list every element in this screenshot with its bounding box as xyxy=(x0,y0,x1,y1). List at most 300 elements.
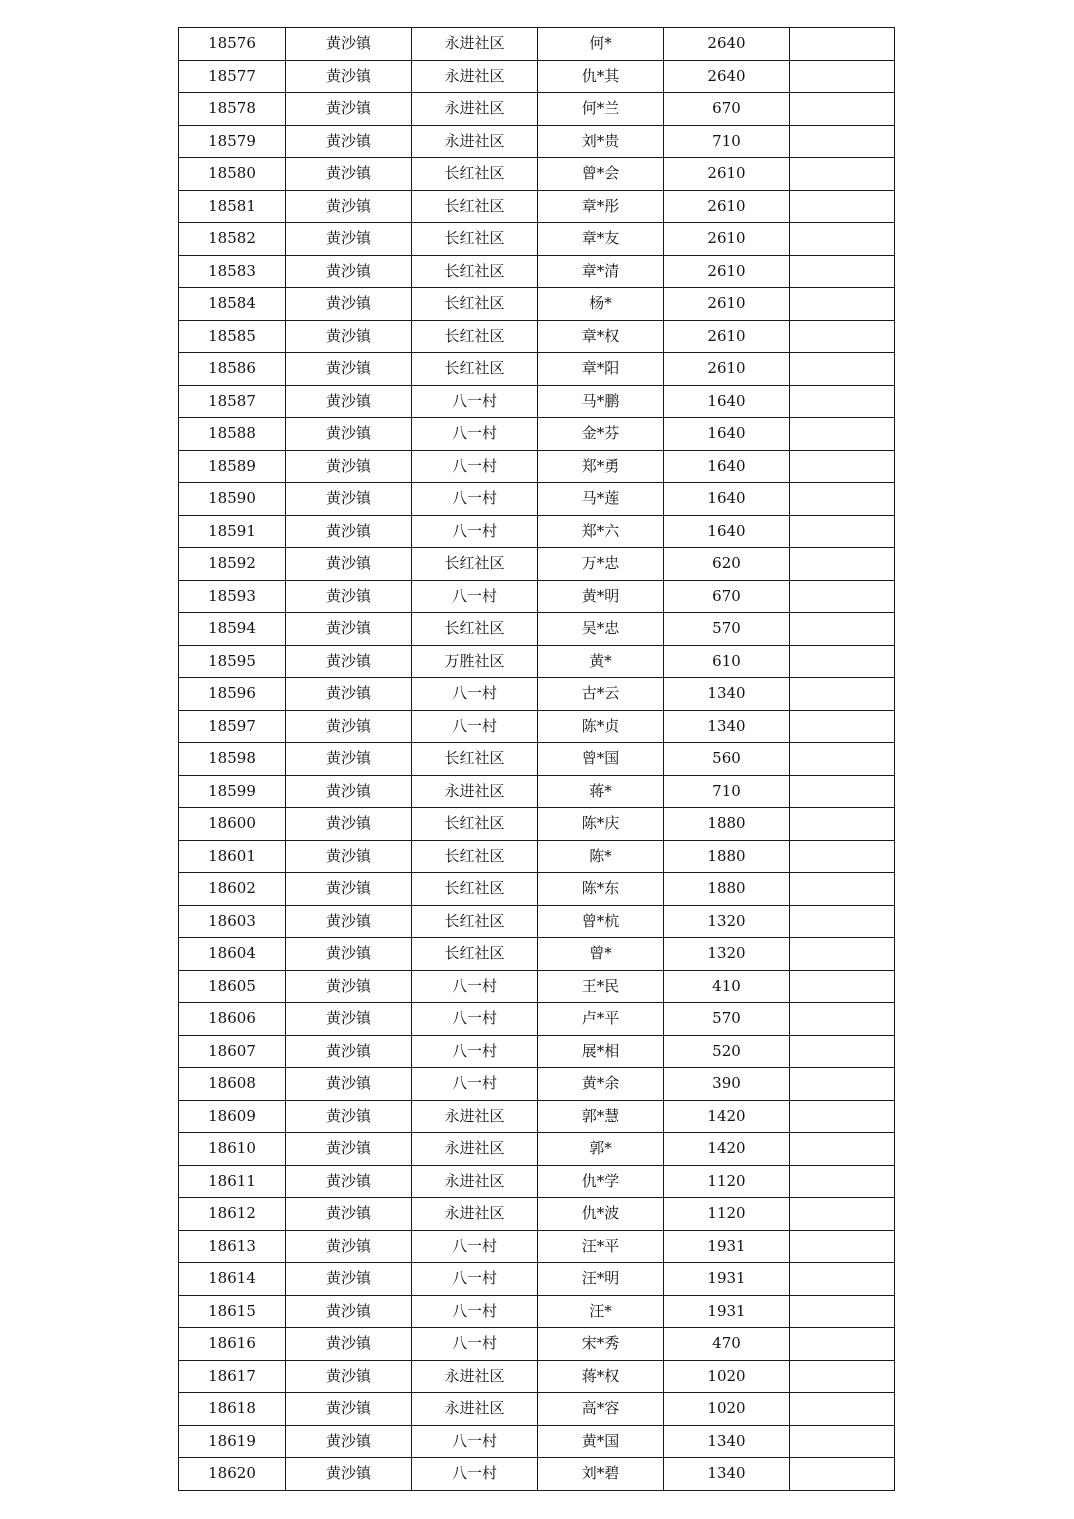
cell-note xyxy=(790,1165,895,1198)
cell-serial-number: 18600 xyxy=(179,808,286,841)
cell-village: 长红社区 xyxy=(412,548,538,581)
table-row xyxy=(179,548,895,581)
cell-name: 刘*贵 xyxy=(538,125,664,158)
cell-note xyxy=(790,1360,895,1393)
cell-village: 八一村 xyxy=(412,450,538,483)
cell-amount: 610 xyxy=(664,645,790,678)
cell-village: 长红社区 xyxy=(412,808,538,841)
cell-serial-number: 18591 xyxy=(179,515,286,548)
cell-town: 黄沙镇 xyxy=(286,938,412,971)
cell-village: 永进社区 xyxy=(412,28,538,61)
cell-serial-number: 18590 xyxy=(179,483,286,516)
cell-note xyxy=(790,873,895,906)
cell-name: 展*相 xyxy=(538,1035,664,1068)
cell-amount: 1420 xyxy=(664,1133,790,1166)
cell-name: 何* xyxy=(538,28,664,61)
table-row xyxy=(179,1393,895,1426)
cell-town: 黄沙镇 xyxy=(286,970,412,1003)
cell-amount: 1640 xyxy=(664,385,790,418)
cell-serial-number: 18604 xyxy=(179,938,286,971)
cell-name: 宋*秀 xyxy=(538,1328,664,1361)
cell-note xyxy=(790,28,895,61)
cell-serial-number: 18584 xyxy=(179,288,286,321)
cell-note xyxy=(790,580,895,613)
table-row xyxy=(179,288,895,321)
cell-amount: 1640 xyxy=(664,483,790,516)
cell-name: 刘*碧 xyxy=(538,1458,664,1491)
table-row xyxy=(179,645,895,678)
cell-amount: 1640 xyxy=(664,418,790,451)
table-row xyxy=(179,613,895,646)
table-row xyxy=(179,1068,895,1101)
cell-serial-number: 18620 xyxy=(179,1458,286,1491)
cell-village: 永进社区 xyxy=(412,1100,538,1133)
cell-amount: 2610 xyxy=(664,223,790,256)
cell-serial-number: 18603 xyxy=(179,905,286,938)
cell-village: 永进社区 xyxy=(412,1165,538,1198)
cell-town: 黄沙镇 xyxy=(286,1165,412,1198)
table-row xyxy=(179,840,895,873)
cell-note xyxy=(790,743,895,776)
cell-name: 章*彤 xyxy=(538,190,664,223)
cell-amount: 1020 xyxy=(664,1393,790,1426)
cell-note xyxy=(790,483,895,516)
cell-town: 黄沙镇 xyxy=(286,1425,412,1458)
cell-village: 永进社区 xyxy=(412,60,538,93)
cell-village: 八一村 xyxy=(412,1003,538,1036)
table-row xyxy=(179,1003,895,1036)
cell-town: 黄沙镇 xyxy=(286,613,412,646)
cell-serial-number: 18609 xyxy=(179,1100,286,1133)
table-row xyxy=(179,1360,895,1393)
cell-serial-number: 18599 xyxy=(179,775,286,808)
cell-note xyxy=(790,353,895,386)
cell-amount: 2610 xyxy=(664,158,790,191)
cell-town: 黄沙镇 xyxy=(286,125,412,158)
cell-town: 黄沙镇 xyxy=(286,580,412,613)
cell-town: 黄沙镇 xyxy=(286,450,412,483)
cell-note xyxy=(790,60,895,93)
cell-note xyxy=(790,1198,895,1231)
cell-serial-number: 18616 xyxy=(179,1328,286,1361)
cell-note xyxy=(790,1035,895,1068)
cell-town: 黄沙镇 xyxy=(286,158,412,191)
cell-amount: 410 xyxy=(664,970,790,1003)
cell-serial-number: 18598 xyxy=(179,743,286,776)
cell-amount: 1020 xyxy=(664,1360,790,1393)
cell-village: 长红社区 xyxy=(412,743,538,776)
table-row xyxy=(179,483,895,516)
cell-town: 黄沙镇 xyxy=(286,873,412,906)
cell-town: 黄沙镇 xyxy=(286,710,412,743)
cell-serial-number: 18589 xyxy=(179,450,286,483)
cell-note xyxy=(790,125,895,158)
cell-town: 黄沙镇 xyxy=(286,1263,412,1296)
cell-serial-number: 18605 xyxy=(179,970,286,1003)
table-row xyxy=(179,385,895,418)
table-row xyxy=(179,223,895,256)
cell-name: 黄*明 xyxy=(538,580,664,613)
table-row xyxy=(179,1133,895,1166)
cell-town: 黄沙镇 xyxy=(286,645,412,678)
cell-amount: 1340 xyxy=(664,710,790,743)
cell-serial-number: 18592 xyxy=(179,548,286,581)
cell-town: 黄沙镇 xyxy=(286,1360,412,1393)
cell-amount: 1880 xyxy=(664,808,790,841)
cell-village: 长红社区 xyxy=(412,840,538,873)
cell-name: 汪*平 xyxy=(538,1230,664,1263)
table-row xyxy=(179,808,895,841)
cell-name: 黄*余 xyxy=(538,1068,664,1101)
cell-name: 郑*六 xyxy=(538,515,664,548)
cell-town: 黄沙镇 xyxy=(286,515,412,548)
cell-note xyxy=(790,1295,895,1328)
cell-name: 王*民 xyxy=(538,970,664,1003)
cell-note xyxy=(790,840,895,873)
table-row xyxy=(179,1263,895,1296)
cell-town: 黄沙镇 xyxy=(286,385,412,418)
cell-amount: 2640 xyxy=(664,60,790,93)
cell-town: 黄沙镇 xyxy=(286,1068,412,1101)
cell-name: 章*权 xyxy=(538,320,664,353)
cell-note xyxy=(790,1425,895,1458)
cell-town: 黄沙镇 xyxy=(286,548,412,581)
cell-name: 高*容 xyxy=(538,1393,664,1426)
cell-name: 吴*忠 xyxy=(538,613,664,646)
cell-serial-number: 18596 xyxy=(179,678,286,711)
cell-village: 永进社区 xyxy=(412,1393,538,1426)
cell-amount: 2640 xyxy=(664,28,790,61)
cell-village: 万胜社区 xyxy=(412,645,538,678)
cell-town: 黄沙镇 xyxy=(286,353,412,386)
cell-town: 黄沙镇 xyxy=(286,28,412,61)
cell-note xyxy=(790,418,895,451)
cell-name: 蒋*权 xyxy=(538,1360,664,1393)
cell-amount: 1931 xyxy=(664,1295,790,1328)
cell-amount: 1120 xyxy=(664,1198,790,1231)
cell-serial-number: 18615 xyxy=(179,1295,286,1328)
cell-amount: 1931 xyxy=(664,1263,790,1296)
table-row xyxy=(179,905,895,938)
cell-village: 长红社区 xyxy=(412,905,538,938)
cell-village: 八一村 xyxy=(412,678,538,711)
cell-name: 曾*杭 xyxy=(538,905,664,938)
cell-amount: 1880 xyxy=(664,840,790,873)
cell-town: 黄沙镇 xyxy=(286,1230,412,1263)
cell-note xyxy=(790,1133,895,1166)
table-row xyxy=(179,1458,895,1491)
cell-serial-number: 18580 xyxy=(179,158,286,191)
cell-village: 八一村 xyxy=(412,418,538,451)
cell-village: 长红社区 xyxy=(412,320,538,353)
cell-note xyxy=(790,288,895,321)
cell-serial-number: 18597 xyxy=(179,710,286,743)
cell-amount: 1340 xyxy=(664,1458,790,1491)
cell-serial-number: 18610 xyxy=(179,1133,286,1166)
cell-town: 黄沙镇 xyxy=(286,840,412,873)
table-row xyxy=(179,158,895,191)
cell-name: 汪* xyxy=(538,1295,664,1328)
cell-village: 八一村 xyxy=(412,483,538,516)
cell-name: 古*云 xyxy=(538,678,664,711)
cell-name: 郭* xyxy=(538,1133,664,1166)
cell-note xyxy=(790,1230,895,1263)
cell-name: 陈*贞 xyxy=(538,710,664,743)
cell-village: 八一村 xyxy=(412,710,538,743)
cell-note xyxy=(790,158,895,191)
cell-serial-number: 18581 xyxy=(179,190,286,223)
cell-town: 黄沙镇 xyxy=(286,1393,412,1426)
cell-note xyxy=(790,1393,895,1426)
cell-name: 仇*其 xyxy=(538,60,664,93)
cell-amount: 570 xyxy=(664,613,790,646)
cell-town: 黄沙镇 xyxy=(286,1003,412,1036)
cell-amount: 1640 xyxy=(664,450,790,483)
cell-name: 马*莲 xyxy=(538,483,664,516)
cell-serial-number: 18613 xyxy=(179,1230,286,1263)
cell-serial-number: 18586 xyxy=(179,353,286,386)
table-row xyxy=(179,1198,895,1231)
table-row xyxy=(179,1295,895,1328)
cell-name: 仇*学 xyxy=(538,1165,664,1198)
cell-village: 长红社区 xyxy=(412,938,538,971)
cell-note xyxy=(790,1263,895,1296)
cell-town: 黄沙镇 xyxy=(286,1133,412,1166)
cell-name: 曾*会 xyxy=(538,158,664,191)
cell-note xyxy=(790,970,895,1003)
cell-village: 长红社区 xyxy=(412,613,538,646)
cell-town: 黄沙镇 xyxy=(286,1295,412,1328)
cell-town: 黄沙镇 xyxy=(286,1328,412,1361)
table-row xyxy=(179,190,895,223)
table-row xyxy=(179,743,895,776)
cell-village: 八一村 xyxy=(412,1425,538,1458)
cell-name: 章*阳 xyxy=(538,353,664,386)
table-row xyxy=(179,775,895,808)
cell-name: 马*鹏 xyxy=(538,385,664,418)
cell-amount: 2610 xyxy=(664,190,790,223)
cell-village: 八一村 xyxy=(412,1035,538,1068)
cell-amount: 710 xyxy=(664,775,790,808)
cell-serial-number: 18619 xyxy=(179,1425,286,1458)
cell-note xyxy=(790,320,895,353)
cell-serial-number: 18617 xyxy=(179,1360,286,1393)
cell-amount: 1880 xyxy=(664,873,790,906)
cell-note xyxy=(790,1100,895,1133)
cell-serial-number: 18607 xyxy=(179,1035,286,1068)
cell-town: 黄沙镇 xyxy=(286,678,412,711)
table-row xyxy=(179,418,895,451)
cell-amount: 710 xyxy=(664,125,790,158)
cell-village: 永进社区 xyxy=(412,93,538,126)
cell-amount: 670 xyxy=(664,93,790,126)
cell-name: 郭*慧 xyxy=(538,1100,664,1133)
cell-note xyxy=(790,450,895,483)
cell-town: 黄沙镇 xyxy=(286,1458,412,1491)
cell-serial-number: 18578 xyxy=(179,93,286,126)
cell-name: 陈* xyxy=(538,840,664,873)
cell-amount: 620 xyxy=(664,548,790,581)
cell-note xyxy=(790,1068,895,1101)
cell-note xyxy=(790,645,895,678)
cell-town: 黄沙镇 xyxy=(286,743,412,776)
cell-town: 黄沙镇 xyxy=(286,60,412,93)
cell-note xyxy=(790,515,895,548)
cell-note xyxy=(790,938,895,971)
cell-village: 八一村 xyxy=(412,1458,538,1491)
cell-village: 八一村 xyxy=(412,515,538,548)
cell-serial-number: 18611 xyxy=(179,1165,286,1198)
table-row xyxy=(179,938,895,971)
table-row xyxy=(179,1425,895,1458)
cell-note xyxy=(790,1458,895,1491)
table-row xyxy=(179,678,895,711)
cell-name: 黄*国 xyxy=(538,1425,664,1458)
cell-note xyxy=(790,223,895,256)
cell-village: 八一村 xyxy=(412,1230,538,1263)
cell-name: 章*清 xyxy=(538,255,664,288)
cell-amount: 1120 xyxy=(664,1165,790,1198)
table-row xyxy=(179,353,895,386)
cell-town: 黄沙镇 xyxy=(286,255,412,288)
cell-village: 八一村 xyxy=(412,580,538,613)
cell-village: 八一村 xyxy=(412,385,538,418)
cell-village: 长红社区 xyxy=(412,223,538,256)
cell-name: 黄* xyxy=(538,645,664,678)
cell-amount: 2610 xyxy=(664,288,790,321)
table-row xyxy=(179,515,895,548)
cell-note xyxy=(790,775,895,808)
table-row xyxy=(179,125,895,158)
table-row xyxy=(179,1035,895,1068)
cell-serial-number: 18594 xyxy=(179,613,286,646)
cell-village: 八一村 xyxy=(412,1263,538,1296)
cell-name: 万*忠 xyxy=(538,548,664,581)
table-row xyxy=(179,1100,895,1133)
cell-serial-number: 18614 xyxy=(179,1263,286,1296)
cell-village: 长红社区 xyxy=(412,873,538,906)
cell-village: 八一村 xyxy=(412,1328,538,1361)
table-row xyxy=(179,93,895,126)
cell-serial-number: 18579 xyxy=(179,125,286,158)
cell-village: 长红社区 xyxy=(412,255,538,288)
cell-serial-number: 18618 xyxy=(179,1393,286,1426)
cell-serial-number: 18583 xyxy=(179,255,286,288)
cell-serial-number: 18582 xyxy=(179,223,286,256)
cell-serial-number: 18606 xyxy=(179,1003,286,1036)
cell-village: 永进社区 xyxy=(412,775,538,808)
cell-amount: 1340 xyxy=(664,1425,790,1458)
cell-name: 陈*东 xyxy=(538,873,664,906)
cell-village: 永进社区 xyxy=(412,1198,538,1231)
cell-village: 永进社区 xyxy=(412,1360,538,1393)
cell-name: 仇*波 xyxy=(538,1198,664,1231)
cell-amount: 390 xyxy=(664,1068,790,1101)
table-row xyxy=(179,873,895,906)
table-row xyxy=(179,320,895,353)
cell-town: 黄沙镇 xyxy=(286,93,412,126)
data-table xyxy=(178,27,895,1491)
cell-note xyxy=(790,613,895,646)
table-row xyxy=(179,450,895,483)
cell-amount: 1931 xyxy=(664,1230,790,1263)
cell-town: 黄沙镇 xyxy=(286,190,412,223)
cell-name: 杨* xyxy=(538,288,664,321)
cell-amount: 470 xyxy=(664,1328,790,1361)
table-row xyxy=(179,1230,895,1263)
cell-town: 黄沙镇 xyxy=(286,1100,412,1133)
cell-amount: 1420 xyxy=(664,1100,790,1133)
table-row xyxy=(179,580,895,613)
cell-note xyxy=(790,1003,895,1036)
cell-name: 曾*国 xyxy=(538,743,664,776)
table-row xyxy=(179,710,895,743)
table-row xyxy=(179,60,895,93)
cell-amount: 2610 xyxy=(664,255,790,288)
cell-village: 长红社区 xyxy=(412,158,538,191)
cell-amount: 2610 xyxy=(664,320,790,353)
cell-serial-number: 18588 xyxy=(179,418,286,451)
cell-serial-number: 18577 xyxy=(179,60,286,93)
cell-note xyxy=(790,710,895,743)
cell-serial-number: 18608 xyxy=(179,1068,286,1101)
cell-town: 黄沙镇 xyxy=(286,483,412,516)
cell-amount: 570 xyxy=(664,1003,790,1036)
cell-name: 汪*明 xyxy=(538,1263,664,1296)
cell-serial-number: 18587 xyxy=(179,385,286,418)
cell-note xyxy=(790,93,895,126)
table-row xyxy=(179,1165,895,1198)
cell-town: 黄沙镇 xyxy=(286,1198,412,1231)
cell-town: 黄沙镇 xyxy=(286,288,412,321)
cell-village: 长红社区 xyxy=(412,353,538,386)
table-row xyxy=(179,28,895,61)
cell-serial-number: 18585 xyxy=(179,320,286,353)
cell-town: 黄沙镇 xyxy=(286,418,412,451)
cell-town: 黄沙镇 xyxy=(286,320,412,353)
cell-serial-number: 18602 xyxy=(179,873,286,906)
cell-amount: 1320 xyxy=(664,905,790,938)
cell-village: 八一村 xyxy=(412,970,538,1003)
cell-serial-number: 18595 xyxy=(179,645,286,678)
cell-note xyxy=(790,905,895,938)
cell-village: 永进社区 xyxy=(412,1133,538,1166)
cell-serial-number: 18601 xyxy=(179,840,286,873)
cell-name: 卢*平 xyxy=(538,1003,664,1036)
cell-name: 曾* xyxy=(538,938,664,971)
cell-town: 黄沙镇 xyxy=(286,775,412,808)
cell-serial-number: 18593 xyxy=(179,580,286,613)
cell-note xyxy=(790,255,895,288)
cell-town: 黄沙镇 xyxy=(286,1035,412,1068)
cell-amount: 520 xyxy=(664,1035,790,1068)
table-row xyxy=(179,1328,895,1361)
cell-amount: 560 xyxy=(664,743,790,776)
cell-serial-number: 18576 xyxy=(179,28,286,61)
cell-village: 八一村 xyxy=(412,1295,538,1328)
cell-name: 郑*勇 xyxy=(538,450,664,483)
cell-village: 长红社区 xyxy=(412,190,538,223)
table-row xyxy=(179,970,895,1003)
cell-name: 蒋* xyxy=(538,775,664,808)
cell-amount: 1340 xyxy=(664,678,790,711)
cell-town: 黄沙镇 xyxy=(286,808,412,841)
cell-note xyxy=(790,548,895,581)
table-row xyxy=(179,255,895,288)
cell-amount: 2610 xyxy=(664,353,790,386)
cell-town: 黄沙镇 xyxy=(286,223,412,256)
cell-name: 章*友 xyxy=(538,223,664,256)
